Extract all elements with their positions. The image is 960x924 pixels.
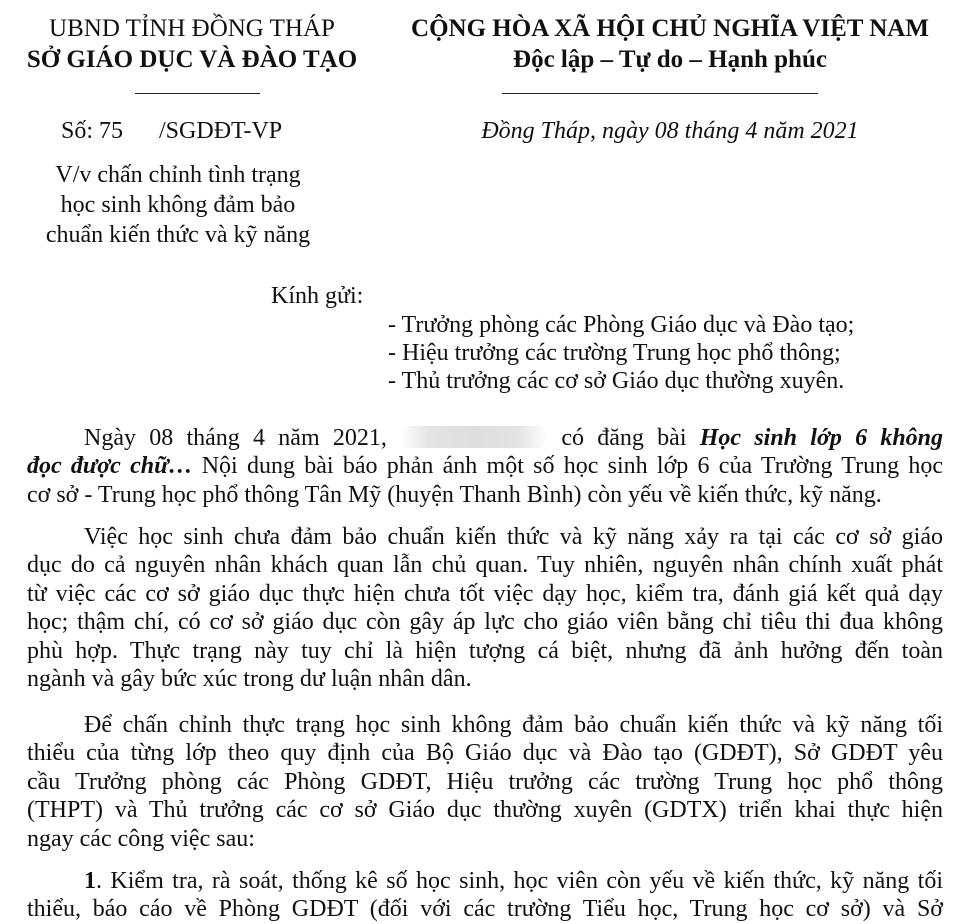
paragraph-line: thiểu, báo cáo về Phòng GDĐT (đối với các trường Tiểu học, Trung học cơ sở) và Sở (27, 896, 943, 923)
paragraph-line: từ việc các cơ sở giáo dục thực hiện chưa tốt việc dạy học, kiểm tra, đánh giá kết quả dạy (27, 580, 943, 607)
article-title-end: đọc được chữ… (27, 453, 193, 480)
paragraph-line: (THPT) và Thủ trưởng các cơ sở Giáo dục thường xuyên (GDTX) triển khai thực hiện (27, 797, 943, 824)
recipient-item: - Hiệu trưởng các trường Trung học phổ thông; (388, 340, 841, 366)
paragraph-3 (27, 711, 943, 853)
addressee-label: Kính gửi: (271, 283, 364, 309)
recipient-list (388, 311, 854, 395)
subject-line-1: V/v chấn chỉnh tình trạng (55, 162, 301, 188)
paragraph-line: ngay các công việc sau: (27, 825, 255, 852)
subject-line-2: học sinh không đảm bảo (60, 192, 296, 218)
document-subject (0, 160, 356, 250)
article-title: Học sinh lớp 6 không (699, 425, 944, 451)
national-title-line-1: CỘNG HÒA XÃ HỘI CHỦ NGHĨA VIỆT NAM (411, 15, 929, 42)
document-date: Đồng Tháp, ngày 08 tháng 4 năm 2021 (481, 118, 859, 144)
paragraph-line (27, 867, 943, 895)
left-header-rule (135, 93, 260, 94)
paragraph-line: ngành và gây bức xúc trong dư luận nhân dân. (27, 665, 472, 692)
text-run: có đăng bài (548, 425, 700, 451)
item-number: 1 (84, 868, 96, 894)
paragraph-line (27, 452, 943, 480)
text-run: Ngày 08 tháng 4 năm 2021, (84, 425, 401, 451)
paragraph-4 (27, 867, 943, 924)
authority-line-1: UBND TỈNH ĐỒNG THÁP (49, 15, 335, 42)
national-motto: Độc lập – Tự do – Hạnh phúc (513, 46, 827, 73)
authority-line-2: SỞ GIÁO DỤC VÀ ĐÀO TẠO (26, 46, 358, 73)
paragraph-line: cầu Trưởng phòng các Phòng GDĐT, Hiệu trưởng các trường Trung học phổ thông (27, 768, 943, 795)
paragraph-line (27, 424, 943, 452)
paragraph-2 (27, 523, 943, 693)
paragraph-line: cơ sở - Trung học phổ thông Tân Mỹ (huyện Thanh Bình) còn yếu về kiến thức, kỹ năng. (27, 481, 882, 508)
recipient-item: - Trưởng phòng các Phòng Giáo dục và Đào tạo; (388, 312, 855, 338)
paragraph-line: thiểu của từng lớp theo quy định của Bộ Giáo dục và Đào tạo (GDĐT), Sở GDĐT yêu (27, 740, 943, 767)
issuing-authority (0, 13, 384, 75)
redacted-source (400, 426, 548, 448)
subject-line-3: chuẩn kiến thức và kỹ năng (45, 222, 311, 248)
text-run: . Kiểm tra, rà soát, thống kê số học sinh, học viên còn yếu về kiến thức, kỹ năng tối (96, 868, 943, 894)
document-number: Số: 75 /SGDĐT-VP (61, 118, 283, 144)
text-run: Nội dung bài báo phản ánh một số học sinh lớp 6 của Trường Trung học (192, 453, 943, 480)
paragraph-line: dục do cả nguyên nhân khách quan lẫn chủ quan. Tuy nhiên, nguyên nhân chính xuất phát (27, 552, 943, 579)
paragraph-line: Để chấn chỉnh thực trạng học sinh không đảm bảo chuẩn kiến thức và kỹ năng tối (84, 712, 943, 738)
paragraph-1 (27, 424, 943, 509)
national-title (370, 13, 960, 75)
paragraph-line: học; thậm chí, có cơ sở giáo dục còn gây áp lực cho giáo viên bằng chỉ tiêu thi đua không (27, 609, 943, 636)
right-header-rule (502, 93, 818, 94)
paragraph-line: Việc học sinh chưa đảm bảo chuẩn kiến thức và kỹ năng xảy ra tại các cơ sở giáo (84, 524, 943, 550)
paragraph-line: phù hợp. Thực trạng này tuy chỉ là hiện tượng cá biệt, nhưng đã ảnh hưởng đến toàn (27, 637, 943, 664)
recipient-item: - Thủ trưởng các cơ sở Giáo dục thường xuyên. (388, 368, 845, 394)
